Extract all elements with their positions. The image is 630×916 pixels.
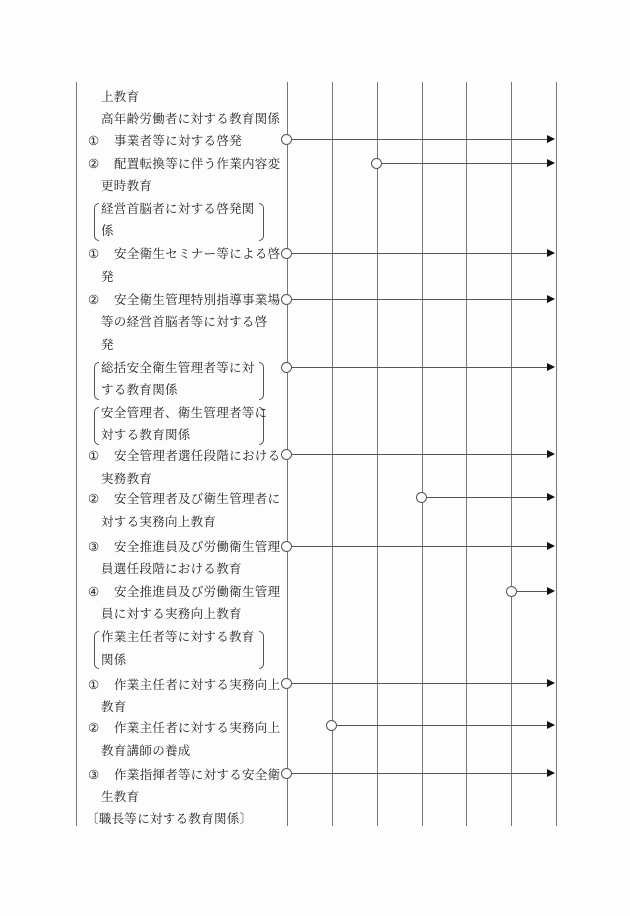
arrowhead-icon xyxy=(547,450,555,458)
arrowhead-icon xyxy=(547,721,555,729)
item-text: 生教育 xyxy=(101,789,140,804)
item-text: 員に対する実務向上教育 xyxy=(101,606,242,621)
category-heading-text: 対する教育関係 xyxy=(101,427,191,442)
item-text: 配置転換等に伴う作業内容変 xyxy=(114,156,281,171)
timeline-arrow-line xyxy=(291,683,547,684)
item-number: ① xyxy=(88,246,100,261)
start-circle-icon xyxy=(371,158,382,169)
item-text: 更時教育 xyxy=(101,178,153,193)
timeline-arrow-line xyxy=(291,773,547,774)
item-text: 安全管理者及び衛生管理者に xyxy=(114,491,281,506)
timeline-arrow-line xyxy=(291,454,547,455)
bracket-left xyxy=(94,407,99,445)
category-heading-text: 作業主任者等に対する教育 xyxy=(101,629,255,644)
item-text: 作業主任者に対する実務向上 xyxy=(114,677,281,692)
start-circle-icon xyxy=(281,248,292,259)
bracket-right xyxy=(259,203,264,241)
start-circle-icon xyxy=(281,678,292,689)
item-text: 員選任段階における教育 xyxy=(101,561,242,576)
start-circle-icon xyxy=(281,768,292,779)
timeline-arrow-line xyxy=(291,546,547,547)
timeline-arrow-line xyxy=(291,139,547,140)
timeline-arrow-line xyxy=(426,497,547,498)
timeline-arrow-line xyxy=(336,725,547,726)
item-text: 事業者等に対する啓発 xyxy=(114,133,243,148)
item-number: ① xyxy=(88,448,100,463)
category-heading-text: 係 xyxy=(101,223,114,238)
start-circle-icon xyxy=(326,720,337,731)
item-text: 実務教育 xyxy=(101,471,153,486)
left-border-line xyxy=(76,82,77,826)
bracket-left xyxy=(94,203,99,241)
item-text: 教育 xyxy=(101,699,127,714)
arrowhead-icon xyxy=(547,769,555,777)
item-number: ② xyxy=(88,720,100,735)
timeline-arrow-line xyxy=(291,253,547,254)
timeline-arrow-line xyxy=(516,591,547,592)
item-number: ② xyxy=(88,491,100,506)
arrowhead-icon xyxy=(547,587,555,595)
item-text: 安全衛生管理特別指導事業場 xyxy=(114,292,281,307)
item-text: 〔職長等に対する教育関係〕 xyxy=(86,811,253,826)
item-text: 安全推進員及び労働衛生管理 xyxy=(114,539,281,554)
item-text: 対する実務向上教育 xyxy=(101,514,217,529)
item-text: 安全衛生セミナー等による啓 xyxy=(114,246,281,261)
start-circle-icon xyxy=(506,586,517,597)
arrowhead-icon xyxy=(547,363,555,371)
start-circle-icon xyxy=(281,294,292,305)
start-circle-icon xyxy=(281,449,292,460)
item-number: ③ xyxy=(88,767,100,782)
item-text: 作業主任者に対する実務向上 xyxy=(114,720,281,735)
category-heading-text: する教育関係 xyxy=(101,382,178,397)
arrowhead-icon xyxy=(547,135,555,143)
start-circle-icon xyxy=(281,541,292,552)
item-text: 発 xyxy=(101,337,114,352)
item-text: 等の経営首脳者等に対する啓 xyxy=(101,314,268,329)
arrowhead-icon xyxy=(547,295,555,303)
column-line xyxy=(556,82,557,826)
item-text: 教育講師の養成 xyxy=(101,743,191,758)
item-text: 作業指揮者等に対する安全衛 xyxy=(114,767,281,782)
timeline-arrow-line xyxy=(291,299,547,300)
arrowhead-icon xyxy=(547,679,555,687)
item-number: ③ xyxy=(88,539,100,554)
item-text: 安全管理者選任段階における xyxy=(114,448,281,463)
item-text: 高年齢労働者に対する教育関係 xyxy=(101,111,281,126)
start-circle-icon xyxy=(281,362,292,373)
item-number: ② xyxy=(88,292,100,307)
start-circle-icon xyxy=(416,492,427,503)
category-heading-text: 関係 xyxy=(101,652,127,667)
arrowhead-icon xyxy=(547,542,555,550)
bracket-right xyxy=(259,631,264,669)
item-text: 安全推進員及び労働衛生管理 xyxy=(114,584,281,599)
timeline-arrow-line xyxy=(291,367,547,368)
item-number: ① xyxy=(88,677,100,692)
item-text: 発 xyxy=(101,269,114,284)
arrowhead-icon xyxy=(547,493,555,501)
timeline-arrow-line xyxy=(381,163,547,164)
bracket-right xyxy=(259,362,264,400)
arrowhead-icon xyxy=(547,249,555,257)
bracket-left xyxy=(94,631,99,669)
category-heading-text: 総括安全衛生管理者等に対 xyxy=(101,360,255,375)
item-number: ④ xyxy=(88,584,100,599)
category-heading-text: 安全管理者、衛生管理者等に xyxy=(101,405,268,420)
arrowhead-icon xyxy=(547,159,555,167)
category-heading-text: 経営首脳者に対する啓発関 xyxy=(101,201,255,216)
item-text: 上教育 xyxy=(101,89,140,104)
start-circle-icon xyxy=(281,134,292,145)
bracket-left xyxy=(94,362,99,400)
item-number: ② xyxy=(88,156,100,171)
item-number: ① xyxy=(88,133,100,148)
